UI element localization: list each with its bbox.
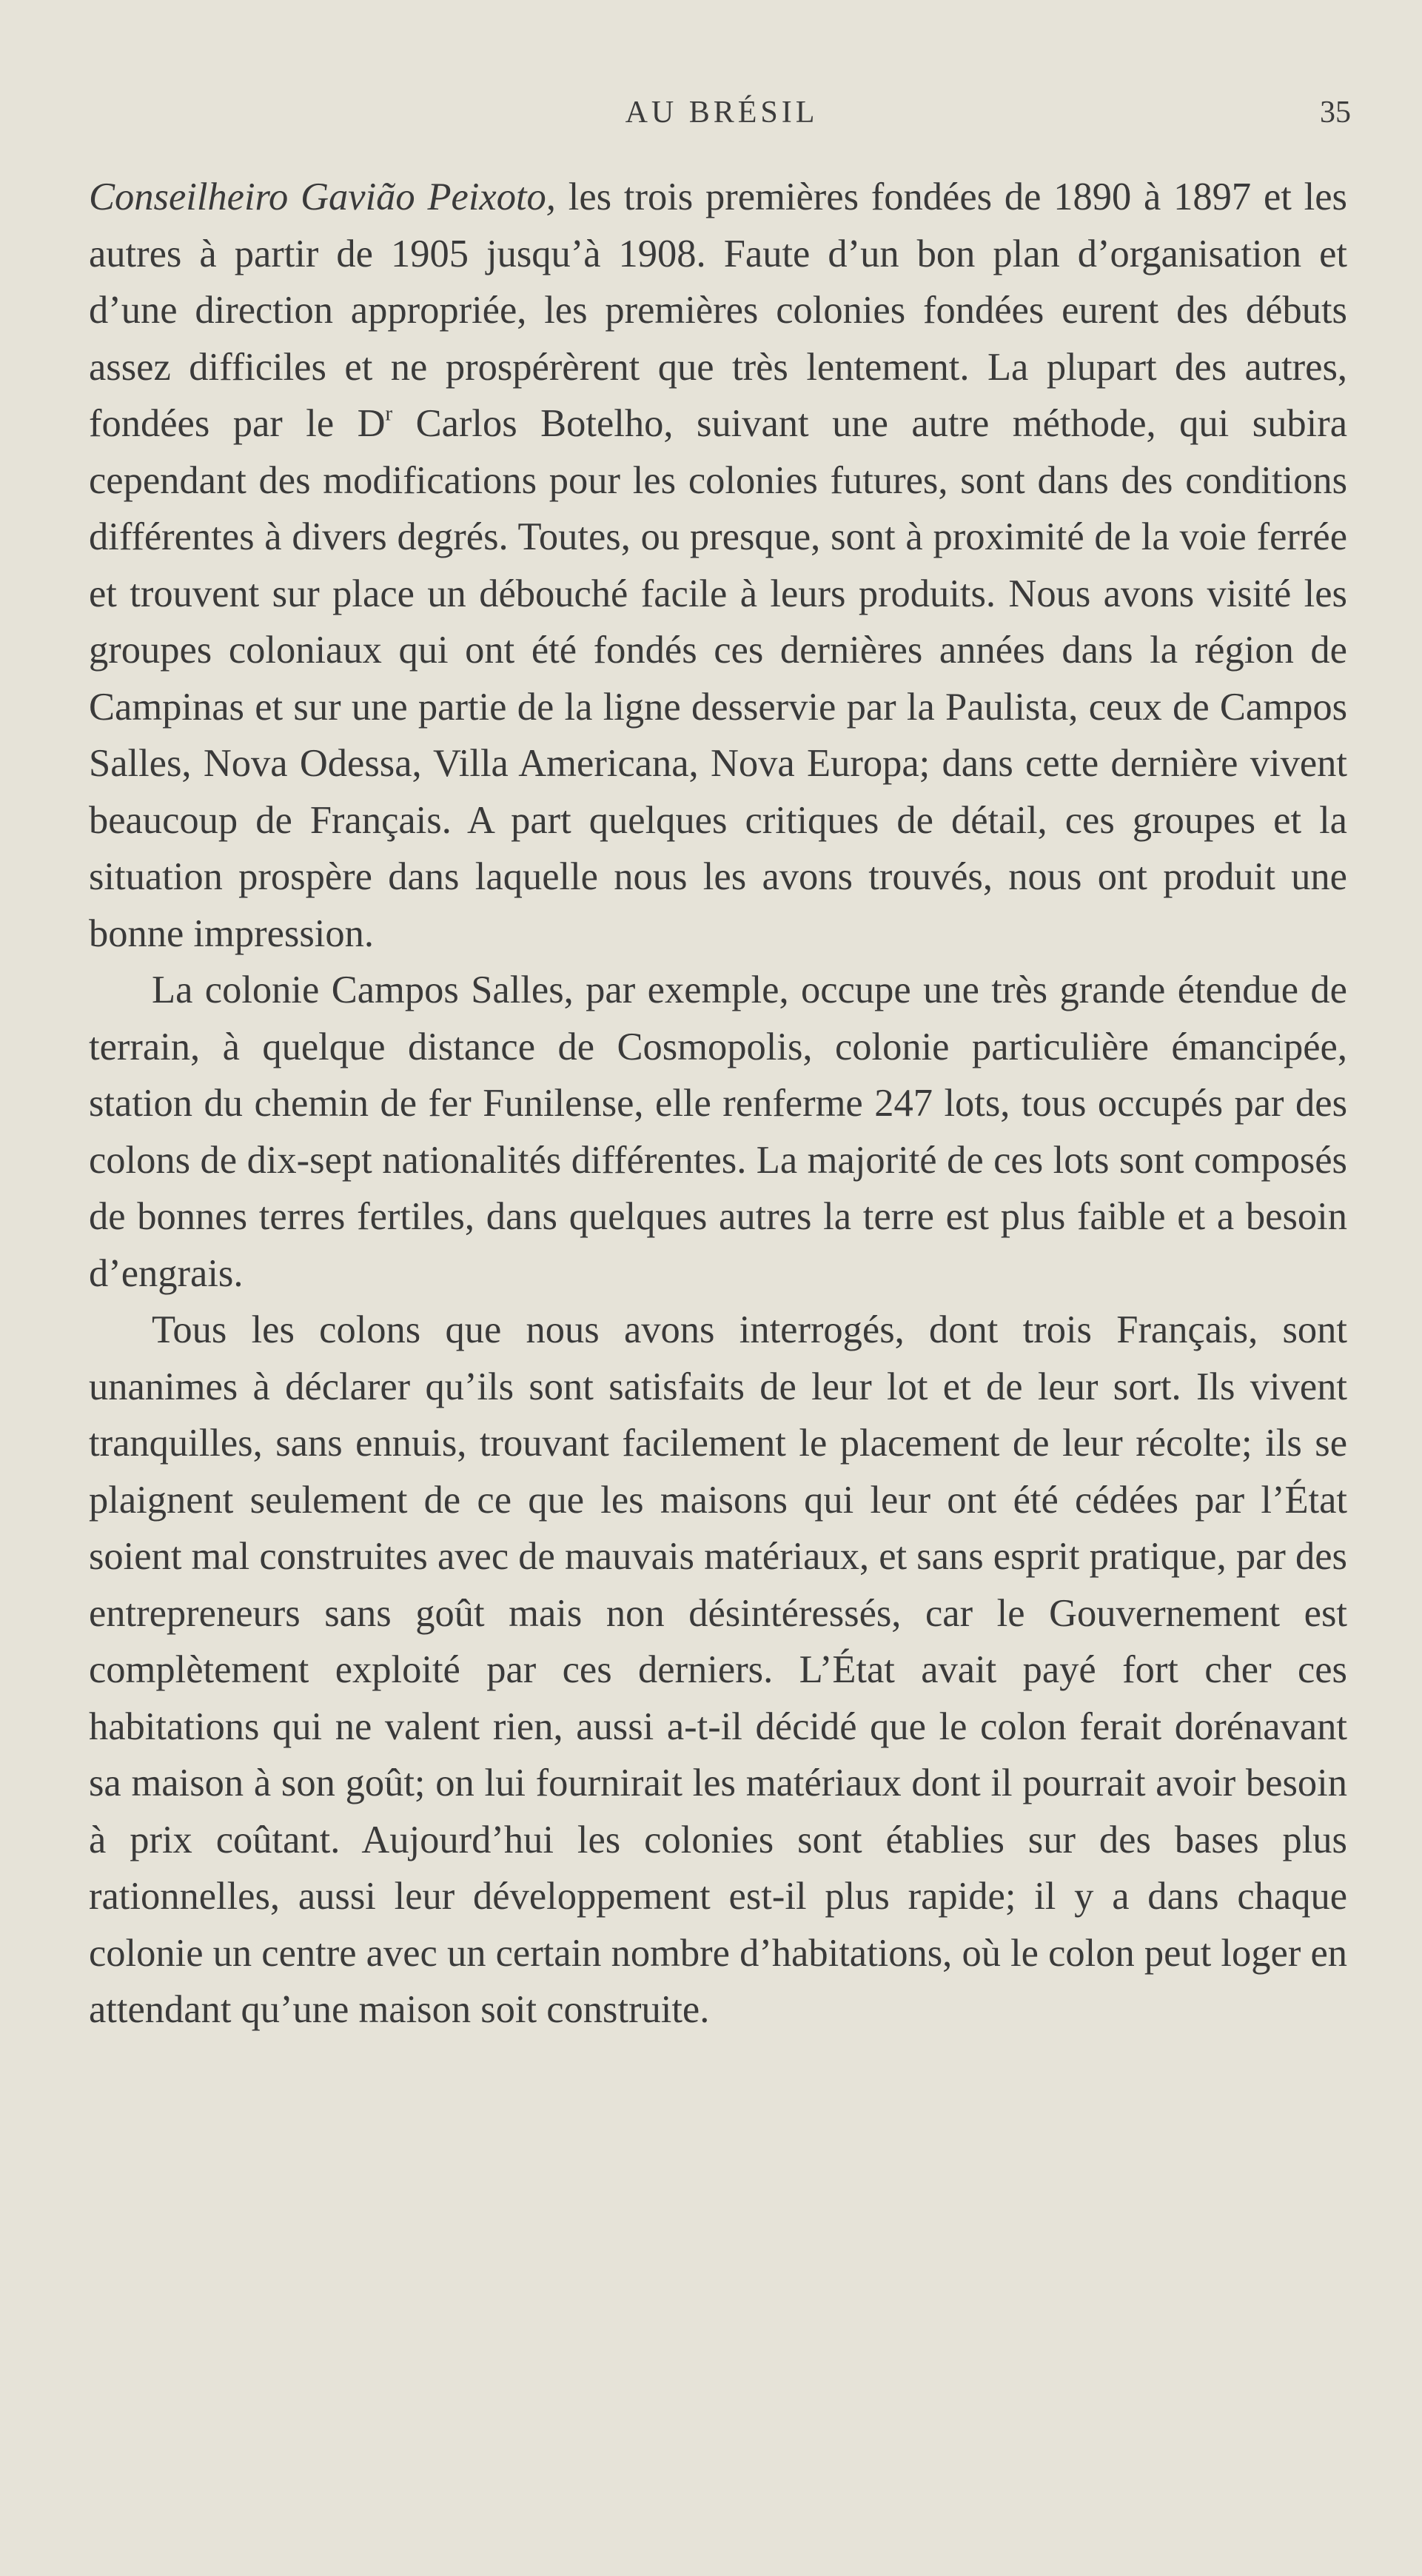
paragraph-1-italic-lead: Conseilheiro Gavião Peixoto, — [89, 175, 556, 218]
paragraph-1 — [89, 169, 1347, 962]
paragraph-2: La colonie Campos Salles, par exemple, occupe une très grande étendue de terrain, à quelque distance de Cosmopolis, colonie particulière émancipée, station du chemin de fer Funilense, elle renferme 247 lots, tous occupés par des colons de dix-sept nationalités différentes. La majorité de ces lots sont composés de bonnes terres fertiles, dans quelques autres la terre est plus faible et a besoin d’engrais. — [89, 968, 1347, 1295]
page-number: 35 — [1320, 96, 1351, 130]
paragraph-1-text-a: les trois premières fondées de 1890 à 1897 et les autres à partir de 1905 jusqu’à 1908. Faute d’un bon plan d’organisation et d’une direction appropriée, les premières colonies fondées eurent des débuts assez difficiles et ne prospérèrent que très lentement. La plupart des autres, fondées par le D — [89, 175, 1347, 445]
body-text — [89, 169, 1347, 2038]
paragraph-3: Tous les colons que nous avons interrogés, dont trois Français, sont unanimes à déclarer qu’ils sont satisfaits de leur lot et de leur sort. Ils vivent tranquilles, sans ennuis, trouvant facilement le placement de leur récolte; ils se plaignent seulement de ce que les maisons qui leur ont été cédées par l’État soient mal construites avec de mauvais matériaux, et sans esprit pratique, par des entrepreneurs sans goût mais non désintéressés, car le Gouvernement est complètement exploité par ces derniers. L’État avait payé fort cher ces habitations qui ne valent rien, aussi a-t-il décidé que le colon ferait dorénavant sa maison à son goût; on lui fournirait les matériaux dont il pourrait avoir besoin à prix coûtant. Aujourd’hui les colonies sont établies sur des bases plus rationnelles, aussi leur développement est-il plus rapide; il y a dans chaque colonie un centre avec un certain nombre d’habitations, où le colon peut loger en attendant qu’une maison soit construite. — [89, 1308, 1347, 2031]
running-title: AU BRÉSIL — [625, 96, 819, 130]
doctor-abbrev-superscript: r — [385, 401, 393, 426]
running-header — [93, 95, 1351, 139]
paragraph-1-text-b: Carlos Botelho, suivant une autre méthode, qui subira cependant des modifications pour les colonies futures, sont dans des conditions différentes à divers degrés. Toutes, ou presque, sont à proximité de la voie ferrée et trouvent sur place un débouché facile à leurs produits. Nous avons visité les groupes coloniaux qui ont été fondés ces dernières années dans la région de Campinas et sur une partie de la ligne desservie par la Paulista, ceux de Campos Salles, Nova Odessa, Villa Americana, Nova Europa; dans cette dernière vivent beaucoup de Français. A part quelques critiques de détail, ces groupes et la situation prospère dans laquelle nous les avons trouvés, nous ont produit une bonne impression. — [89, 402, 1347, 955]
